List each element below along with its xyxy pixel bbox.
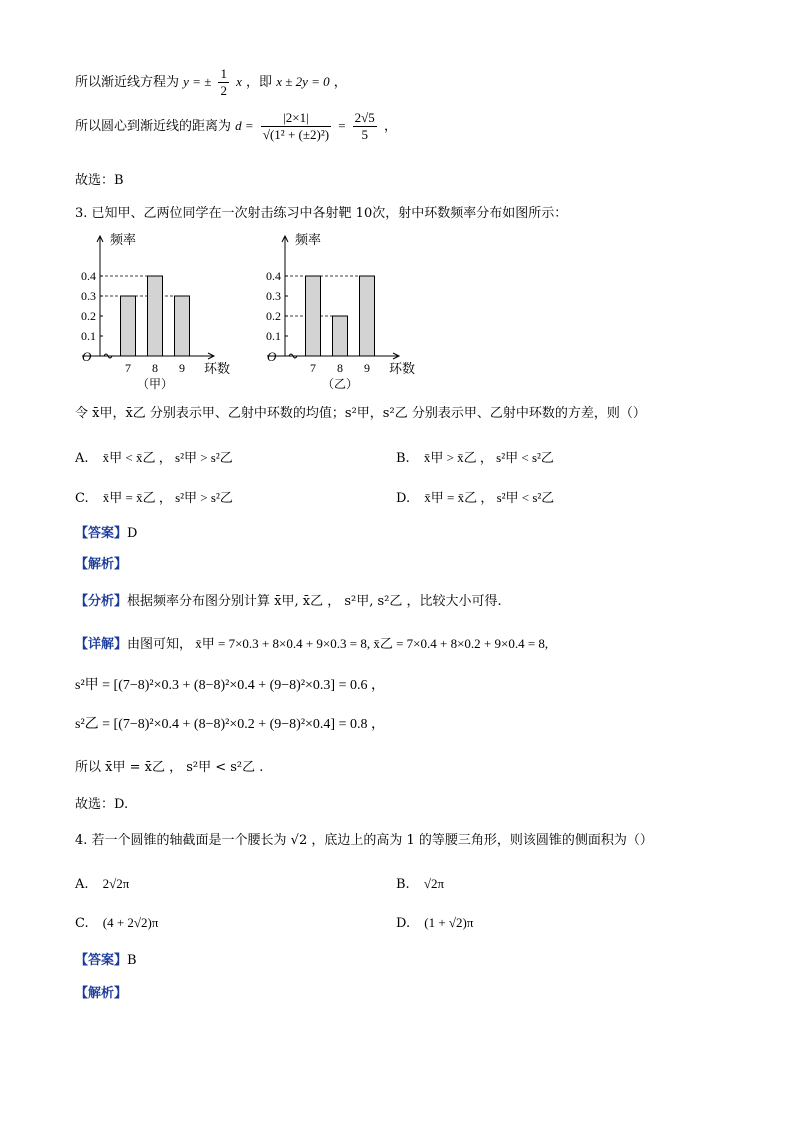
bar	[360, 276, 375, 356]
math-expr: x ± 2y = 0	[276, 74, 330, 89]
fenxi-line	[75, 592, 502, 612]
y-tick-label: 0.1	[81, 329, 96, 343]
bar	[175, 296, 190, 356]
asymptote-line	[75, 66, 347, 99]
option-label: A.	[75, 877, 89, 892]
y-tick-label: 0.3	[81, 289, 96, 303]
answer-tag: 【答案】	[75, 953, 128, 968]
origin-label: O	[267, 349, 277, 364]
fenxi-text: 根据频率分布图分别计算 x̄甲, x̄乙 ， s²甲, s²乙 ，比较大小可得.	[127, 594, 502, 609]
option-label: C.	[75, 916, 89, 931]
origin-label: O	[82, 349, 92, 364]
question-3-desc: 令 x̄甲，x̄乙 分别表示甲、乙射中环数的均值；s²甲，s²乙 分别表示甲、乙射中环数的方差，则（）	[75, 406, 646, 421]
detail-text: 由图可知， x̄甲 = 7×0.3 + 8×0.4 + 9×0.3 = 8, x̄乙 = 7×0.4 + 8×0.2 + 9×0.4 = 8,	[127, 636, 549, 651]
fraction	[353, 110, 377, 143]
option-label: A.	[75, 451, 89, 466]
bar	[306, 276, 321, 356]
y-tick-label: 0.1	[266, 329, 281, 343]
q4-option-c	[75, 913, 158, 934]
option-label: C.	[75, 491, 89, 506]
option-text: (4 + 2√2)π	[102, 915, 159, 930]
fraction	[218, 66, 229, 99]
detail-label: 【详解】	[75, 637, 128, 652]
distance-line	[75, 110, 397, 143]
option-label: D.	[396, 491, 411, 506]
option-text: x̄甲 < x̄乙 ， s²甲 > s²乙	[102, 450, 233, 465]
fraction	[261, 110, 331, 143]
detail-line	[75, 634, 548, 655]
text: 所以圆心到渐近线的距离为	[75, 119, 232, 134]
frac-den: 5	[361, 127, 368, 142]
option-text: √2π	[423, 876, 445, 891]
x-tick-label: 8	[337, 361, 343, 375]
q4-option-b	[396, 874, 444, 895]
option-text: 2√2π	[102, 876, 130, 891]
math-expr: d =	[235, 118, 254, 133]
option-text: (1 + √2)π	[424, 915, 474, 930]
frac-num: 2√5	[354, 110, 375, 125]
frac-den: 2	[220, 83, 227, 98]
x-tick-label: 9	[179, 361, 185, 375]
option-a	[75, 448, 233, 469]
y-tick-label: 0.4	[81, 269, 96, 283]
y-tick-label: 0.3	[266, 289, 281, 303]
y-tick-label: 0.4	[266, 269, 281, 283]
conclusion: 所以 x̄甲 = x̄乙 ， s²甲 < s²乙 .	[75, 760, 264, 775]
option-label: B.	[396, 877, 410, 892]
bar	[333, 316, 348, 356]
math-expr: x	[236, 74, 242, 89]
q4-option-a	[75, 874, 129, 895]
bar	[148, 276, 163, 356]
bar	[121, 296, 136, 356]
answer-value: D	[127, 526, 138, 541]
frac-den: √(1² + (±2)²)	[262, 127, 330, 142]
chart-caption: （乙）	[321, 377, 359, 391]
option-c	[75, 488, 233, 509]
option-text: x̄甲 > x̄乙 ， s²甲 < s²乙	[423, 450, 554, 465]
option-label: B.	[396, 451, 410, 466]
answer-line-2	[75, 951, 137, 971]
y-axis-label: 频率	[110, 232, 137, 247]
text: 所以渐近线方程为	[75, 75, 180, 90]
choice-line: 故选：B	[75, 173, 124, 188]
variance-jia: s²甲 = [(7−8)²×0.3 + (8−8)²×0.4 + (9−8)²×0.3] = 0.6 ，	[75, 678, 385, 693]
variance-yi: s²乙 = [(7−8)²×0.4 + (8−8)²×0.2 + (9−8)²×0.4] = 0.8 ，	[75, 717, 385, 732]
option-b	[396, 448, 554, 469]
analysis-tag-2	[75, 984, 127, 1004]
x-tick-label: 7	[125, 361, 131, 375]
text: ，	[333, 75, 347, 90]
analysis-label: 【解析】	[75, 986, 128, 1001]
math-expr: y = ±	[183, 74, 212, 89]
question-4: 4. 若一个圆锥的轴截面是一个腰长为 √2 ，底边上的高为 1 的等腰三角形，则该圆锥的侧面积为（）	[75, 833, 653, 848]
frac-num: |2×1|	[261, 110, 331, 127]
math-expr: =	[338, 118, 346, 133]
answer-line	[75, 524, 137, 544]
frequency-charts	[70, 228, 430, 393]
analysis-label: 【解析】	[75, 557, 128, 572]
choice-line-2: 故选：D.	[75, 797, 129, 812]
fenxi-label: 【分析】	[75, 594, 128, 609]
text: ，	[383, 119, 397, 134]
y-axis-label: 频率	[295, 232, 322, 247]
y-tick-label: 0.2	[266, 309, 281, 323]
x-axis-label: 环数	[389, 361, 416, 376]
x-axis-label: 环数	[204, 361, 231, 376]
x-tick-label: 8	[152, 361, 158, 375]
analysis-tag	[75, 555, 127, 575]
answer-tag: 【答案】	[75, 526, 128, 541]
text: ，即	[246, 75, 273, 90]
option-text: x̄甲 = x̄乙 ， s²甲 < s²乙	[424, 490, 555, 505]
answer-value: B	[127, 953, 137, 968]
x-tick-label: 7	[310, 361, 316, 375]
question-3: 3. 已知甲、乙两位同学在一次射击练习中各射靶 10次，射中环数频率分布如图所示：	[75, 206, 568, 221]
chart-caption: （甲）	[136, 377, 174, 391]
frac-num: 1	[220, 66, 227, 81]
y-tick-label: 0.2	[81, 309, 96, 323]
option-d	[396, 488, 554, 509]
q4-option-d	[396, 913, 473, 934]
x-tick-label: 9	[364, 361, 370, 375]
option-label: D.	[396, 916, 411, 931]
option-text: x̄甲 = x̄乙 ， s²甲 > s²乙	[102, 490, 233, 505]
